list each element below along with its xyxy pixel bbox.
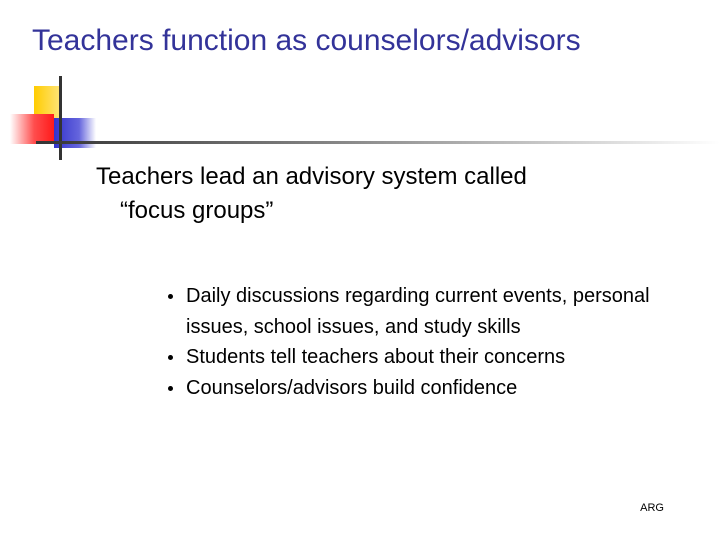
bullet-dot-icon: [168, 355, 173, 360]
main-point-line-1: Teachers lead an advisory system called: [96, 163, 527, 190]
main-point: [96, 160, 656, 228]
title-decoration: [0, 0, 720, 170]
deco-red-square: [10, 114, 54, 144]
bullet-item: [165, 373, 705, 404]
main-point-line-2: “focus groups”: [120, 197, 274, 224]
slide-title: Teachers function as counselors/advisors: [32, 24, 581, 57]
bullet-item: [165, 342, 705, 373]
bullet-text: Counselors/advisors build confidence: [186, 376, 518, 399]
footer-initials: ARG: [640, 502, 664, 514]
bullet-item: [165, 281, 705, 342]
bullet-dot-icon: [168, 386, 173, 391]
bullet-text: Students tell teachers about their concerns: [186, 346, 566, 368]
bullet-dot-icon: [168, 294, 173, 299]
deco-vertical-line: [59, 76, 62, 160]
title-rule: [36, 141, 720, 144]
bullet-list: [165, 281, 705, 403]
bullet-text: Daily discussions regarding current events, personal issues, school issues, and study skills: [186, 285, 650, 338]
